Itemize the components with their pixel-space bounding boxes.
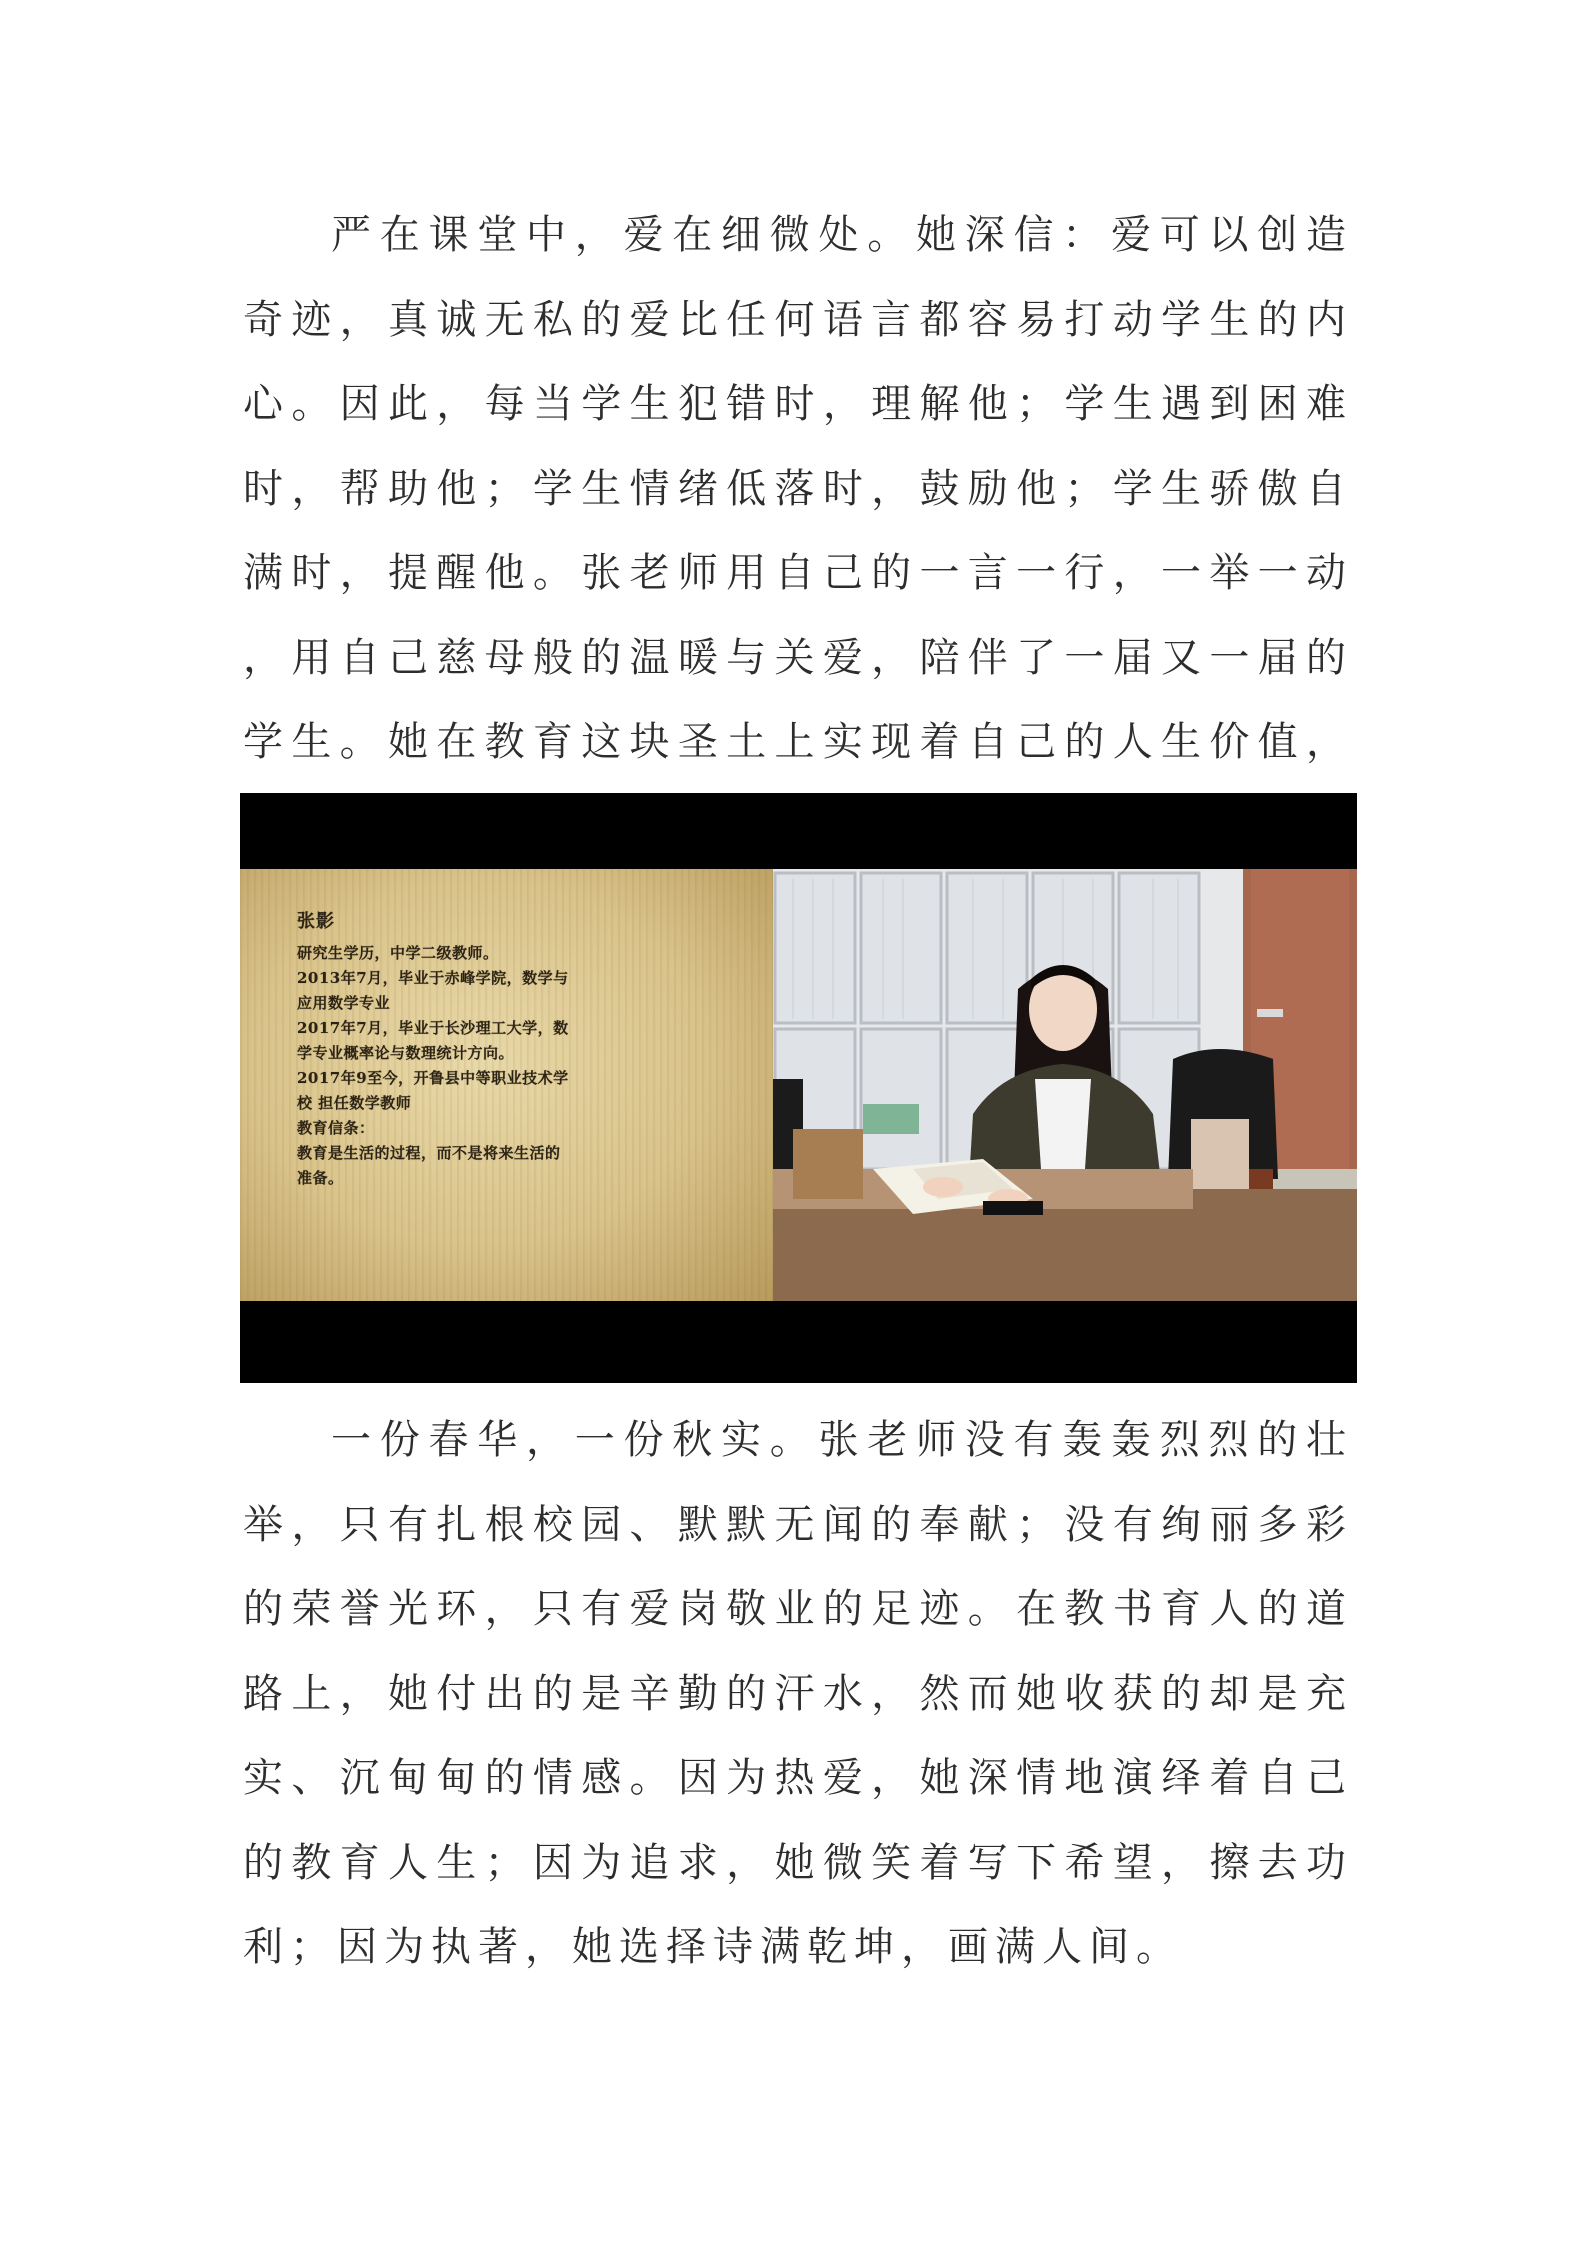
teacher-name: 张影 xyxy=(297,911,335,932)
profile-line: 学专业概率论与数理统计方向。 xyxy=(297,1044,515,1062)
video-still-figure xyxy=(240,793,1357,1383)
profile-line: 校 担任数学教师 xyxy=(297,1094,412,1112)
video-frame xyxy=(240,869,1357,1301)
teacher-photo xyxy=(773,869,1357,1301)
paragraph-1: 严在课堂中，爱在细微处。她深信：爱可以创造奇迹，真诚无私的爱比任何语言都容易打动学生的内心。因此，每当学生犯错时，理解他；学生遇到困难时，帮助他；学生情绪低落时，鼓励他；学生骄傲自满时，提醒他。张老师用自己的一言一行，一举一动，用自己慈母般的温暖与关爱，陪伴了一届又一届的学生。她在教育这块圣土上实现着自己的人生价值， xyxy=(243,212,1353,765)
profile-line: 应用数学专业 xyxy=(297,994,391,1012)
parchment-panel xyxy=(240,869,773,1301)
teacher-profile-text xyxy=(297,907,737,1191)
paragraph-2: 一份春华，一份秋实。张老师没有轰轰烈烈的壮举，只有扎根校园、默默无闻的奉献；没有绚丽多彩的荣誉光环，只有爱岗敬业的足迹。在教书育人的道路上，她付出的是辛勤的汗水，然而她收获的却是充实、沉甸甸的情感。因为热爱，她深情地演绎着自己的教育人生；因为追求，她微笑着写下希望，擦去功利；因为执著，她选择诗满乾坤，画满人间。 xyxy=(243,1417,1353,1970)
profile-line: 2017年9至今，开鲁县中等职业技术学 xyxy=(297,1069,569,1087)
profile-line: 2017年7月，毕业于长沙理工大学，数 xyxy=(297,1019,569,1037)
profile-line: 教育是生活的过程，而不是将来生活的 xyxy=(297,1144,561,1162)
profile-line: 教育信条： xyxy=(297,1119,375,1137)
profile-line: 准备。 xyxy=(297,1169,344,1187)
profile-line: 2013年7月，毕业于赤峰学院，数学与 xyxy=(297,969,569,987)
profile-line: 研究生学历，中学二级教师。 xyxy=(297,944,499,962)
